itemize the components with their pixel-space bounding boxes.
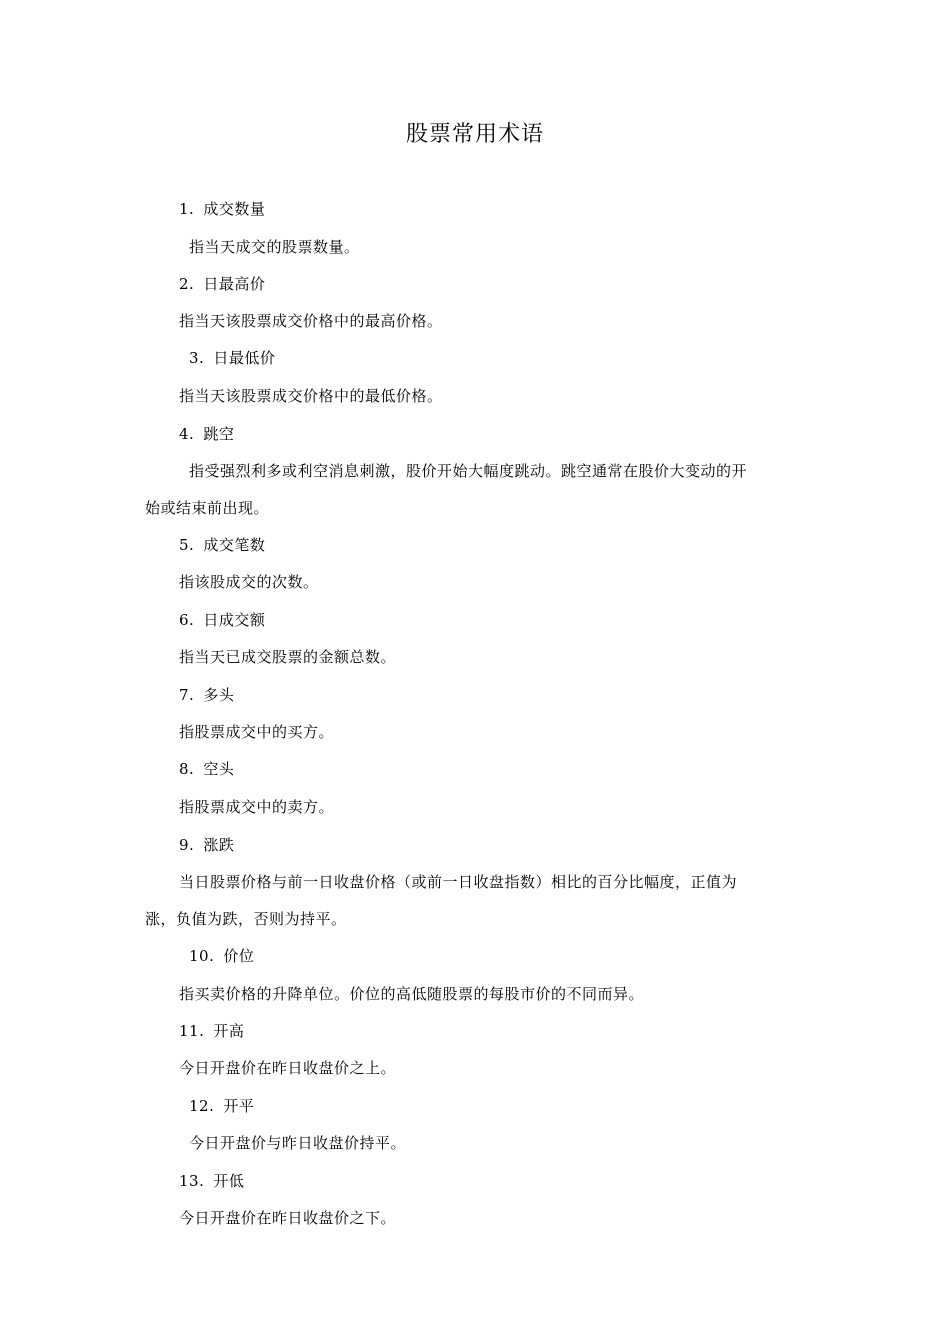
term-number: 4.	[179, 425, 195, 443]
term-description-3: 指当天该股票成交价格中的最低价格。	[179, 387, 443, 405]
term-number: 6.	[179, 611, 195, 629]
term-description-11: 今日开盘价在昨日收盘价之上。	[179, 1059, 397, 1077]
term-number: 2.	[179, 275, 195, 293]
term-name: 价位	[223, 947, 255, 965]
term-description-9-line-1: 当日股票价格与前一日收盘价格（或前一日收盘指数）相比的百分比幅度，正值为	[179, 873, 738, 891]
term-number: 13.	[179, 1172, 205, 1190]
term-number: 9.	[179, 836, 195, 854]
term-number: 7.	[179, 686, 195, 704]
term-name: 成交数量	[203, 200, 266, 218]
term-description-13: 今日开盘价在昨日收盘价之下。	[179, 1209, 397, 1227]
term-number: 10.	[189, 947, 215, 965]
term-heading-12	[189, 1096, 254, 1116]
term-description-2: 指当天该股票成交价格中的最高价格。	[179, 312, 443, 330]
term-name: 多头	[203, 686, 235, 704]
term-number: 5.	[179, 536, 195, 554]
term-number: 1.	[179, 200, 195, 218]
term-number: 3.	[189, 349, 205, 367]
term-name: 日最高价	[203, 275, 266, 293]
term-heading-2	[179, 274, 265, 294]
term-heading-5	[179, 535, 265, 555]
term-heading-10	[189, 946, 254, 966]
term-name: 成交笔数	[203, 536, 266, 554]
page-title: 股票常用术语	[405, 122, 544, 147]
term-description-4-line-2: 始或结束前出现。	[145, 499, 270, 517]
term-description-1: 指当天成交的股票数量。	[189, 238, 360, 256]
term-description-10: 指买卖价格的升降单位。价位的高低随股票的每股市价的不同而异。	[179, 985, 645, 1003]
term-heading-6	[179, 610, 265, 630]
term-description-6: 指当天已成交股票的金额总数。	[179, 648, 397, 666]
term-name: 空头	[203, 760, 235, 778]
term-heading-4	[179, 424, 234, 444]
term-name: 跳空	[203, 425, 235, 443]
term-description-4-line-1: 指受强烈利多或利空消息刺激，股价开始大幅度跳动。跳空通常在股价大变动的开	[189, 462, 748, 480]
term-heading-8	[179, 759, 234, 779]
term-heading-1	[179, 199, 265, 219]
term-number: 12.	[189, 1097, 215, 1115]
term-name: 开平	[223, 1097, 255, 1115]
term-heading-11	[179, 1021, 244, 1041]
term-heading-9	[179, 835, 234, 855]
term-heading-13	[179, 1171, 244, 1191]
term-name: 开低	[213, 1172, 245, 1190]
term-description-9-line-2: 涨，负值为跌，否则为持平。	[145, 910, 347, 928]
term-number: 8.	[179, 760, 195, 778]
term-name: 日成交额	[203, 611, 266, 629]
term-description-7: 指股票成交中的买方。	[179, 723, 335, 741]
term-description-8: 指股票成交中的卖方。	[179, 798, 335, 816]
term-heading-7	[179, 685, 234, 705]
term-number: 11.	[179, 1022, 205, 1040]
term-name: 开高	[213, 1022, 245, 1040]
term-heading-3	[189, 348, 275, 368]
term-name: 涨跌	[203, 836, 235, 854]
term-description-12: 今日开盘价与昨日收盘价持平。	[189, 1134, 407, 1152]
term-description-5: 指该股成交的次数。	[179, 573, 319, 591]
term-name: 日最低价	[213, 349, 276, 367]
